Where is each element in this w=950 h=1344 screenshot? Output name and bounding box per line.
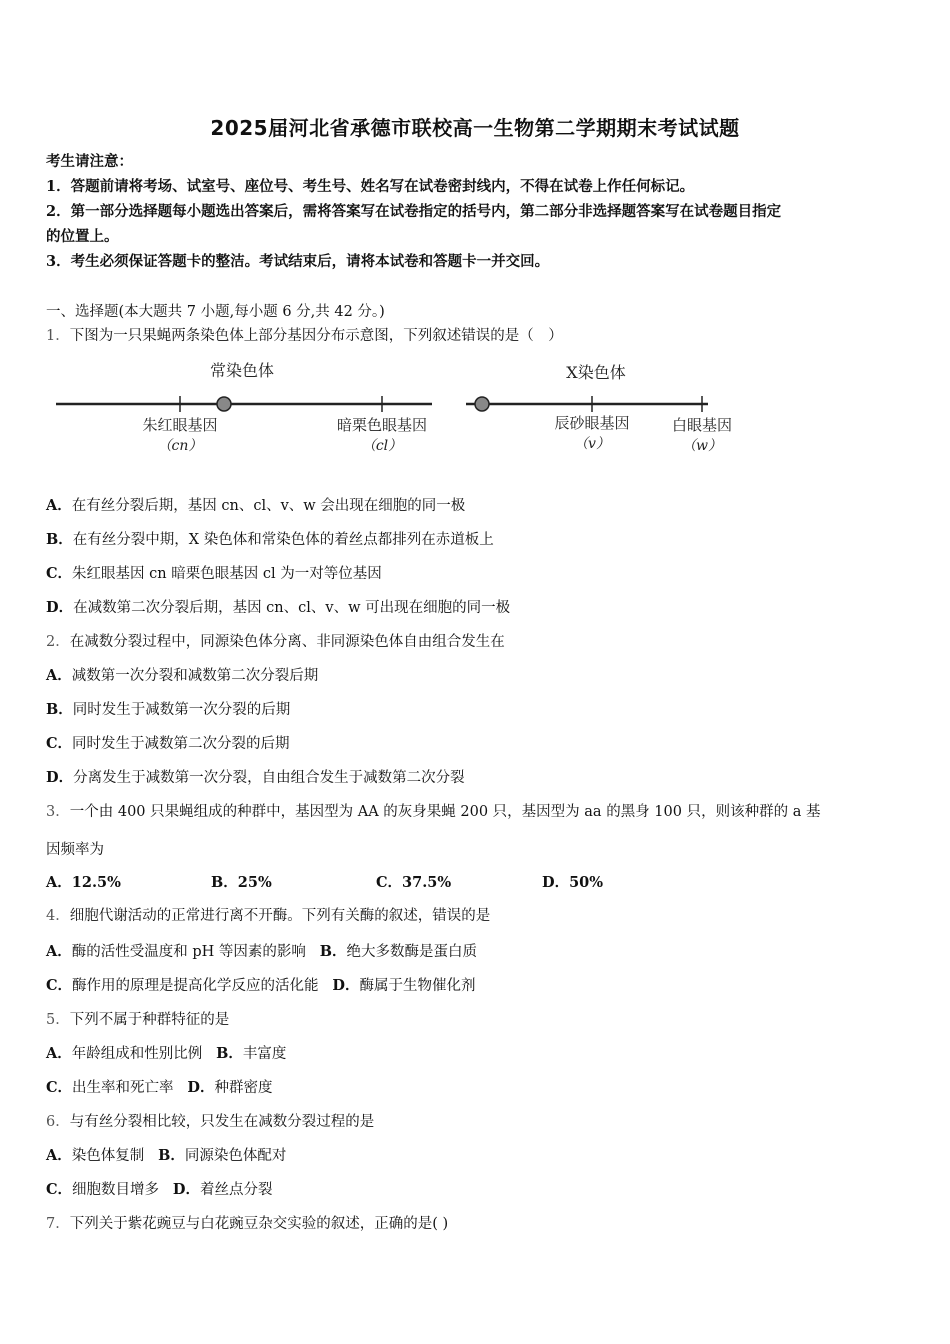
gene-label: 朱红眼基因	[142, 416, 218, 434]
option-b: B．同源染色体配对	[158, 1147, 287, 1164]
gene-symbol: （cn）	[157, 438, 203, 454]
gene-symbol: （cl）	[361, 438, 403, 454]
option-a: A．酶的活性受温度和 pH 等因素的影响	[46, 943, 306, 960]
question-stem: 在减数分裂过程中，同源染色体分离、非同源染色体自由组合发生在	[69, 634, 505, 650]
option-b: B．在有丝分裂中期，X 染色体和常染色体的着丝点都排列在赤道板上	[46, 531, 494, 548]
gene-symbol: （v）	[574, 436, 610, 452]
question-3: 3．一个由 400 只果蝇组成的种群中，基因型为 AA 的灰身果蝇 200 只，基因型为 aa 的黑身 100 只，则该种群的 a 基	[46, 804, 821, 820]
option-row	[46, 976, 906, 996]
notice-item: 的位置上。	[46, 228, 119, 245]
x-chromosome-title: X染色体	[566, 363, 626, 382]
question-6: 6．与有丝分裂相比较，只发生在减数分裂过程的是	[46, 1114, 375, 1130]
question-stem: 与有丝分裂相比较，只发生在减数分裂过程的是	[69, 1114, 375, 1130]
autosome-title: 常染色体	[209, 361, 275, 380]
question-stem: 下图为一只果蝇两条染色体上部分基因分布示意图，下列叙述错误的是（ ）	[69, 328, 563, 344]
option-c: C．37.5%	[376, 874, 452, 891]
option-a: A．年龄组成和性别比例	[46, 1045, 203, 1062]
option-b: B．丰富度	[216, 1045, 287, 1062]
option-row	[46, 1146, 906, 1166]
option-row	[46, 1078, 906, 1098]
question-1	[46, 326, 906, 346]
option-b: B．绝大多数酶是蛋白质	[319, 943, 478, 960]
question-4: 4．细胞代谢活动的正常进行离不开酶。下列有关酶的叙述，错误的是	[46, 908, 491, 924]
option-d: D．在减数第二次分裂后期，基因 cn、cl、v、w 可出现在细胞的同一极	[46, 599, 511, 616]
option-d: D．种群密度	[187, 1079, 273, 1096]
option-d: D．着丝点分裂	[172, 1181, 273, 1198]
question-stem: 下列不属于种群特征的是	[69, 1012, 230, 1028]
option-c: C．朱红眼基因 cn 暗栗色眼基因 cl 为一对等位基因	[46, 565, 382, 582]
notice-item: 3．考生必须保证答题卡的整洁。考试结束后，请将本试卷和答题卡一并交回。	[46, 253, 550, 270]
gene-symbol: （w）	[682, 438, 722, 454]
gene-label: 白眼基因	[671, 416, 733, 434]
notice-item: 1．答题前请将考场、试室号、座位号、考生号、姓名写在试卷密封线内，不得在试卷上作任何标记。	[46, 178, 695, 195]
option-c: C．同时发生于减数第二次分裂的后期	[46, 735, 290, 752]
notice-item: 2．第一部分选择题每小题选出答案后，需将答案写在试卷指定的括号内，第二部分非选择题答案写在试卷题目指定	[46, 203, 782, 220]
question-stem: 细胞代谢活动的正常进行离不开酶。下列有关酶的叙述，错误的是	[69, 908, 491, 924]
chromosome-diagram	[52, 352, 752, 462]
option-row	[46, 942, 906, 962]
option-d: D．50%	[542, 874, 604, 891]
option-row	[46, 1180, 906, 1200]
question-5: 5．下列不属于种群特征的是	[46, 1012, 230, 1028]
question-7: 7．下列关于紫花豌豆与白花豌豆杂交实验的叙述，正确的是( )	[46, 1216, 449, 1232]
autosome-centromere	[217, 397, 231, 411]
question-stem: 下列关于紫花豌豆与白花豌豆杂交实验的叙述，正确的是( )	[69, 1216, 449, 1232]
gene-label: 辰砂眼基因	[554, 414, 630, 432]
option-a: A．染色体复制	[46, 1147, 145, 1164]
option-a: A．减数第一次分裂和减数第二次分裂后期	[46, 667, 319, 684]
option-d: D．分离发生于减数第一次分裂，自由组合发生于减数第二次分裂	[46, 769, 465, 786]
x-centromere	[475, 397, 489, 411]
section-heading: 一、选择题(本大题共 7 小题,每小题 6 分,共 42 分。)	[46, 304, 385, 320]
question-number: 1．	[46, 328, 70, 344]
question-3-continued: 因频率为	[46, 842, 104, 858]
option-b: B．25%	[211, 874, 272, 891]
option-c: C．细胞数目增多	[46, 1181, 160, 1198]
question-stem: 一个由 400 只果蝇组成的种群中，基因型为 AA 的灰身果蝇 200 只，基因型为 aa 的黑身 100 只，则该种群的 a 基	[69, 804, 821, 820]
option-a: A．在有丝分裂后期，基因 cn、cl、v、w 会出现在细胞的同一极	[46, 497, 466, 514]
notice-heading: 考生请注意：	[46, 153, 133, 170]
option-c: C．出生率和死亡率	[46, 1079, 174, 1096]
option-b: B．同时发生于减数第一次分裂的后期	[46, 701, 291, 718]
question-2: 2．在减数分裂过程中，同源染色体分离、非同源染色体自由组合发生在	[46, 634, 505, 650]
option-a: A．12.5%	[46, 874, 121, 891]
option-d: D．酶属于生物催化剂	[332, 977, 476, 994]
option-row	[46, 1044, 906, 1064]
gene-label: 暗栗色眼基因	[336, 416, 428, 434]
page-title: 2025届河北省承德市联校高一生物第二学期期末考试试题	[210, 116, 740, 140]
option-c: C．酶作用的原理是提高化学反应的活化能	[46, 977, 319, 994]
